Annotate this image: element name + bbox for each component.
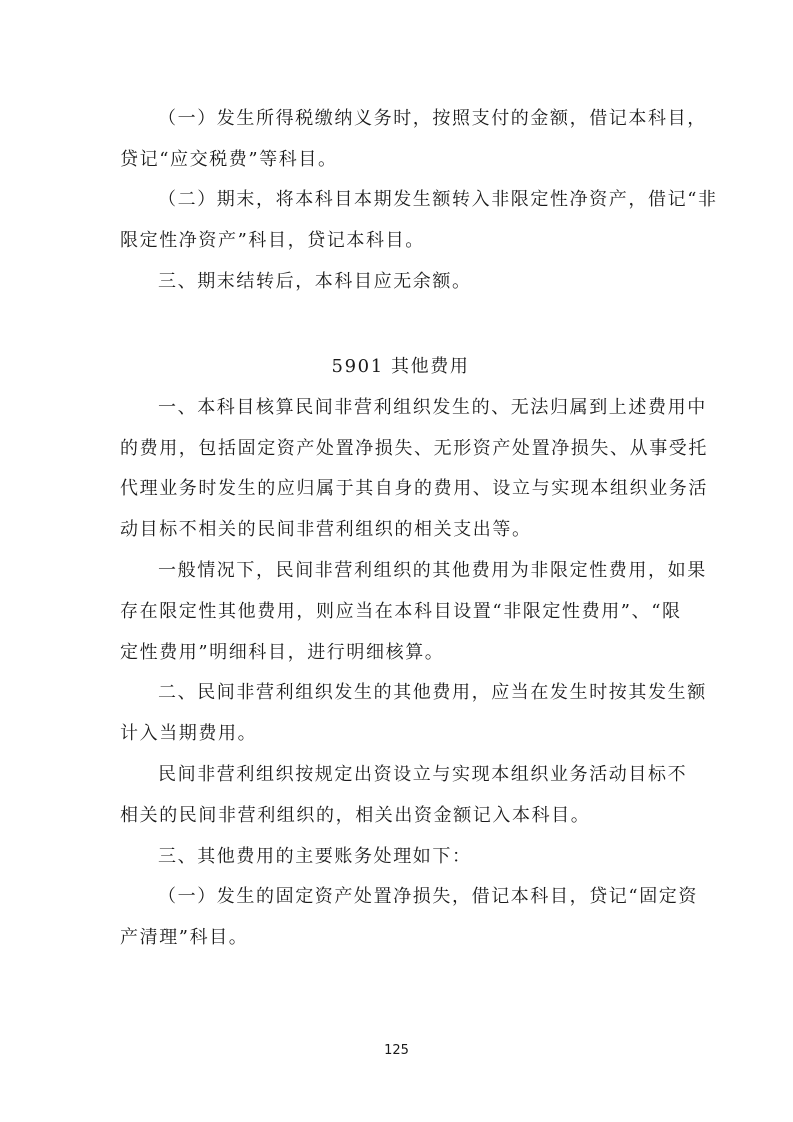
paragraph-line: 二、民间非营利组织发生的其他费用，应当在发生时按其发生额 <box>158 682 707 703</box>
paragraph-line: 限定性净资产”科目，贷记本科目。 <box>120 230 425 251</box>
paragraph-line: （一）发生的固定资产处置净损失，借记本科目，贷记“固定资 <box>158 886 698 907</box>
paragraph-line: 代理业务时发生的应归属于其自身的费用、设立与实现本组织业务活 <box>120 478 708 499</box>
paragraph-line: 计入当期费用。 <box>120 723 258 744</box>
paragraph-line: （一）发生所得税缴纳义务时，按照支付的金额，借记本科目， <box>158 108 707 129</box>
paragraph-line: 的费用，包括固定资产处置净损失、无形资产处置净损失、从事受托 <box>120 438 708 459</box>
paragraph-line: 一般情况下，民间非营利组织的其他费用为非限定性费用，如果 <box>158 560 707 581</box>
paragraph-line: （二）期末，将本科目本期发生额转入非限定性净资产，借记“非 <box>158 189 718 210</box>
paragraph-line: 贷记“应交税费”等科目。 <box>120 149 338 170</box>
paragraph-line: 动目标不相关的民间非营利组织的相关支出等。 <box>120 519 532 540</box>
paragraph-line: 存在限定性其他费用，则应当在本科目设置“非限定性费用”、“限 <box>120 601 682 622</box>
page-number: 125 <box>384 1043 409 1058</box>
paragraph-line: 定性费用”明细科目，进行明细核算。 <box>120 642 445 663</box>
paragraph-line: 产清理”科目。 <box>120 927 249 948</box>
paragraph-line: 三、期末结转后，本科目应无余额。 <box>158 271 472 292</box>
paragraph-line: 三、其他费用的主要账务处理如下： <box>158 846 472 867</box>
paragraph-line: 一、本科目核算民间非营利组织发生的、无法归属到上述费用中 <box>158 397 707 418</box>
section-heading: 5901 其他费用 <box>331 356 470 377</box>
paragraph-line: 民间非营利组织按规定出资设立与实现本组织业务活动目标不 <box>158 764 688 785</box>
paragraph-line: 相关的民间非营利组织的，相关出资金额记入本科目。 <box>120 805 591 826</box>
